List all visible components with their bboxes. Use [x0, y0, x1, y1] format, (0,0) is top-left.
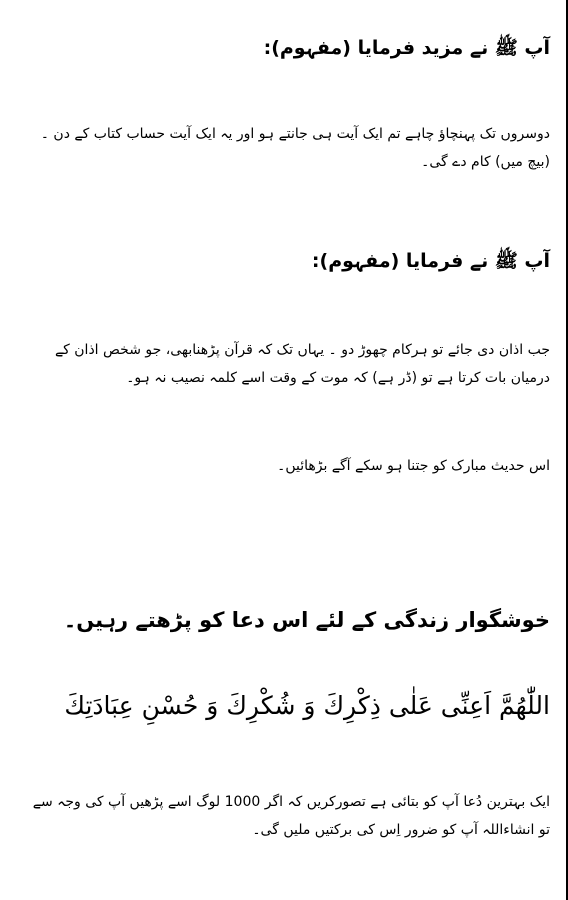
paragraph-3: اس حدیث مبارک کو جتنا ہو سکے آگے بڑھائیں۔ [277, 458, 550, 474]
dua-intro: خوشگوار زندگی کے لئے اس دعا کو پڑھتے رہیں۔ [63, 608, 550, 632]
heading-2: آپ ﷺ نے فرمایا (مفہوم): [311, 250, 550, 272]
paragraph-1: دوسروں تک پہنچاؤ چاہے تم ایک آیت ہی جانتے ہو اور یہ ایک آیت حساب کتاب کے دن ۔ (بیچ میں) کام دے گی۔ [40, 126, 550, 170]
heading-1: آپ ﷺ نے مزید فرمایا (مفہوم): [263, 37, 550, 59]
paragraph-2: جب اذان دی جائے تو ہرکام چھوڑ دو ۔ یہاں تک کہ قرآن پڑھنابھی، جو شخص اذان کے درمیان بات کرتا ہے تو (ڈر ہے) کہ موت کے وقت اسے کلمہ نصیب نہ ہو۔ [54, 342, 550, 386]
paragraph-4: ایک بہترین دُعا آپ کو بتائی ہے تصورکریں کہ اگر 1000 لوگ اسے پڑھیں آپ کی وجہ سے تو انشاءاللہ آپ کو ضرور اِس کی برکتیں ملیں گی۔ [32, 794, 550, 838]
arabic-dua: اللّٰهُمَّ اَعِنِّی عَلٰی ذِکْرِكَ وَ شُکْرِكَ وَ حُسْنِ عِبَادَتِكَ [64, 691, 550, 720]
